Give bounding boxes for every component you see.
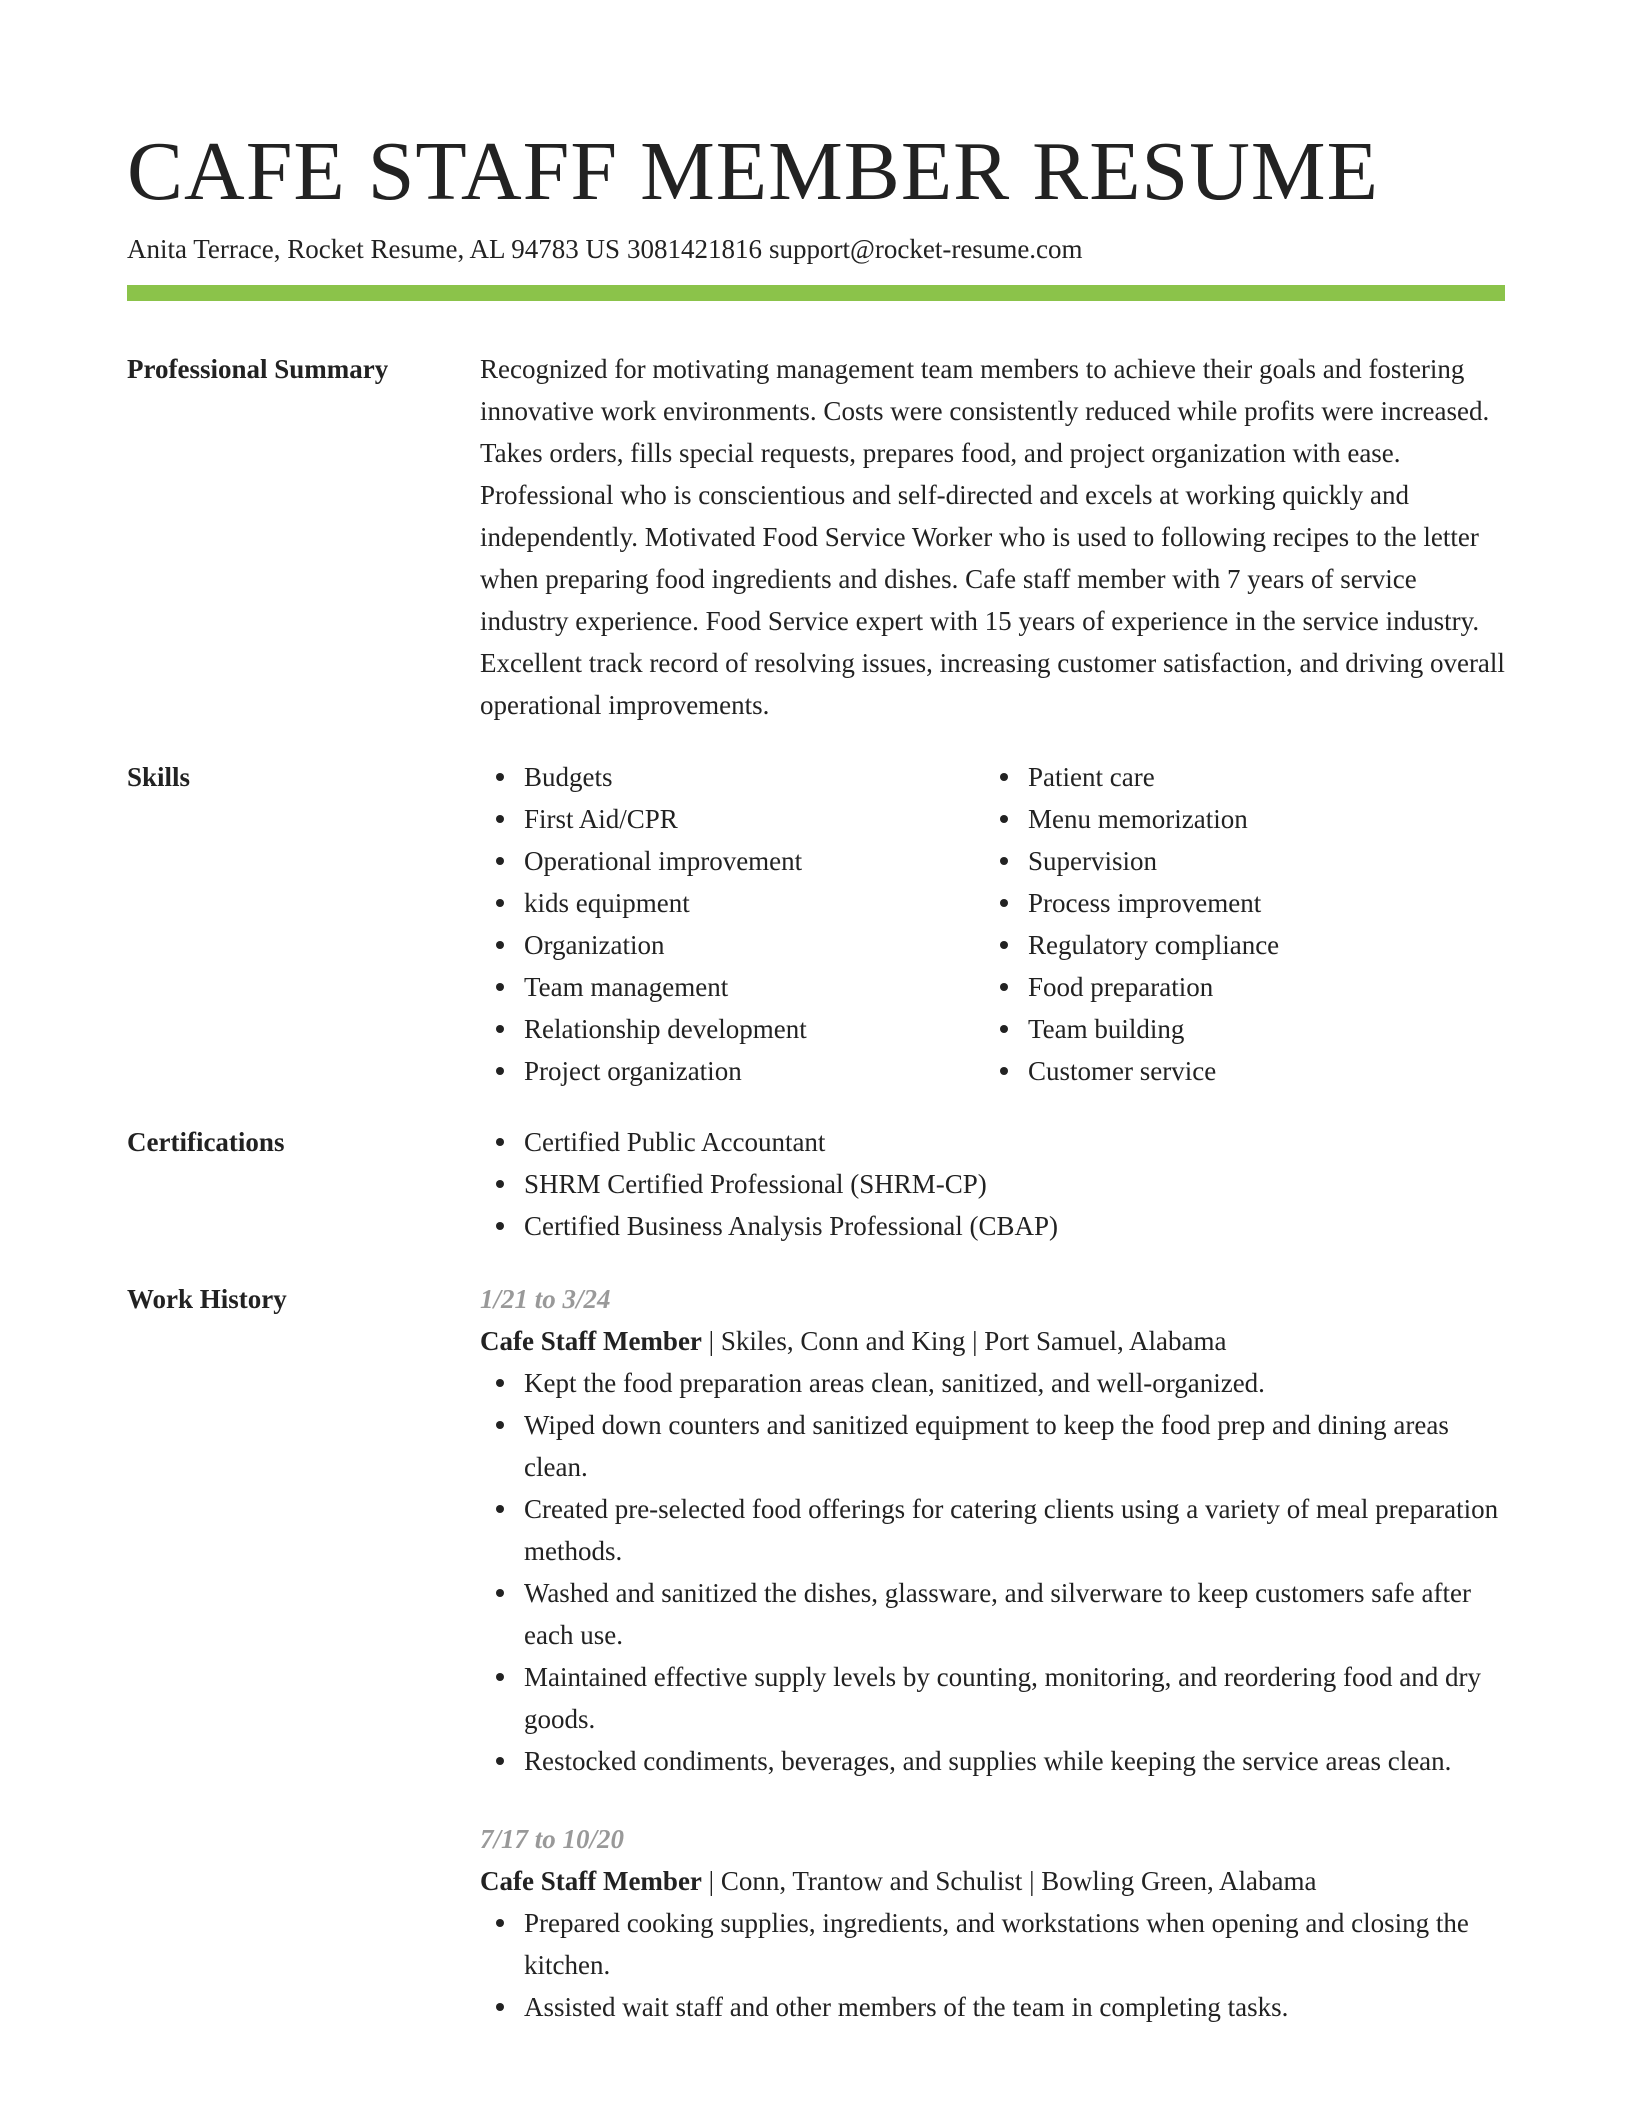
job-company: Conn, Trantow and Schulist [720,1866,1023,1896]
job-separator: | [965,1326,985,1356]
resume-title: CAFE STAFF MEMBER RESUME [127,125,1379,218]
job-separator: | [1022,1866,1042,1896]
skill-item: Project organization [480,1050,984,1092]
job-entry [480,1278,1505,1782]
job-title: Cafe Staff Member [480,1866,702,1896]
job-duty-item: Assisted wait staff and other members of the team in completing tasks. [480,1986,1505,2028]
skill-item: Patient care [984,756,1488,798]
skill-item: Operational improvement [480,840,984,882]
job-duty-item: Kept the food preparation areas clean, sanitized, and well-organized. [480,1362,1505,1404]
work-history-body [480,1278,1505,2064]
certification-item: SHRM Certified Professional (SHRM-CP) [480,1163,1505,1205]
contact-email: support@rocket-resume.com [769,234,1083,264]
certification-item: Certified Business Analysis Professional (CBAP) [480,1205,1505,1247]
certifications-list [480,1121,1505,1247]
skill-item: Relationship development [480,1008,984,1050]
job-dates: 7/17 to 10/20 [480,1824,625,1854]
section-label-summary: Professional Summary [127,354,389,384]
certifications-body [480,1121,1505,1247]
skill-item: Process improvement [984,882,1488,924]
skill-item: First Aid/CPR [480,798,984,840]
certification-item: Certified Public Accountant [480,1121,1505,1163]
job-duty-item: Created pre-selected food offerings for catering clients using a variety of meal preparation methods. [480,1488,1505,1572]
section-label-certifications: Certifications [127,1127,285,1157]
skills-body [480,756,1505,1092]
skill-item: Supervision [984,840,1488,882]
skills-list-right [984,756,1488,1092]
job-entry [480,1818,1505,2028]
skill-item: Menu memorization [984,798,1488,840]
job-dates: 1/21 to 3/24 [480,1284,611,1314]
skill-item: kids equipment [480,882,984,924]
job-company: Skiles, Conn and King [720,1326,966,1356]
job-duties-list [480,1362,1505,1782]
job-title: Cafe Staff Member [480,1326,702,1356]
job-separator: | [701,1326,721,1356]
job-heading [480,1320,1505,1362]
skill-item: Regulatory compliance [984,924,1488,966]
summary-body [480,348,1505,726]
skill-item: Team management [480,966,984,1008]
summary-text: Recognized for motivating management team members to achieve their goals and fostering innovative work environments. Costs were consistently reduced while profits were increased. Takes orders, fills special requests, prepares food, and project organization with ease. Professional who is conscientious and self-directed and excels at working quickly and independently. Motivated Food Service Worker who is used to following recipes to the letter when preparing food ingredients and dishes. Cafe staff member with 7 years of service industry experience. Food Service expert with 15 years of experience in the service industry. Excellent track record of resolving issues, increasing customer satisfaction, and driving overall operational improvements. [480,354,1505,720]
job-location: Bowling Green, Alabama [1041,1866,1317,1896]
job-duty-item: Wiped down counters and sanitized equipment to keep the food prep and dining areas clean. [480,1404,1505,1488]
skill-item: Organization [480,924,984,966]
job-duty-item: Restocked condiments, beverages, and supplies while keeping the service areas clean. [480,1740,1505,1782]
section-label-skills: Skills [127,762,191,792]
skill-item: Food preparation [984,966,1488,1008]
job-duty-item: Maintained effective supply levels by counting, monitoring, and reordering food and dry goods. [480,1656,1505,1740]
job-heading [480,1860,1505,1902]
section-label-work-history: Work History [127,1284,287,1314]
job-separator: | [701,1866,721,1896]
job-location: Port Samuel, Alabama [984,1326,1227,1356]
contact-line [127,232,1083,266]
contact-address: Anita Terrace, Rocket Resume, AL 94783 US [127,234,621,264]
contact-phone: 3081421816 [627,234,763,264]
job-duty-item: Washed and sanitized the dishes, glassware, and silverware to keep customers safe after each use. [480,1572,1505,1656]
job-duty-item: Prepared cooking supplies, ingredients, and workstations when opening and closing the kitchen. [480,1902,1505,1986]
skill-item: Budgets [480,756,984,798]
header-divider [127,285,1505,301]
skills-list-left [480,756,984,1092]
job-duties-list [480,1902,1505,2028]
skill-item: Customer service [984,1050,1488,1092]
skill-item: Team building [984,1008,1488,1050]
